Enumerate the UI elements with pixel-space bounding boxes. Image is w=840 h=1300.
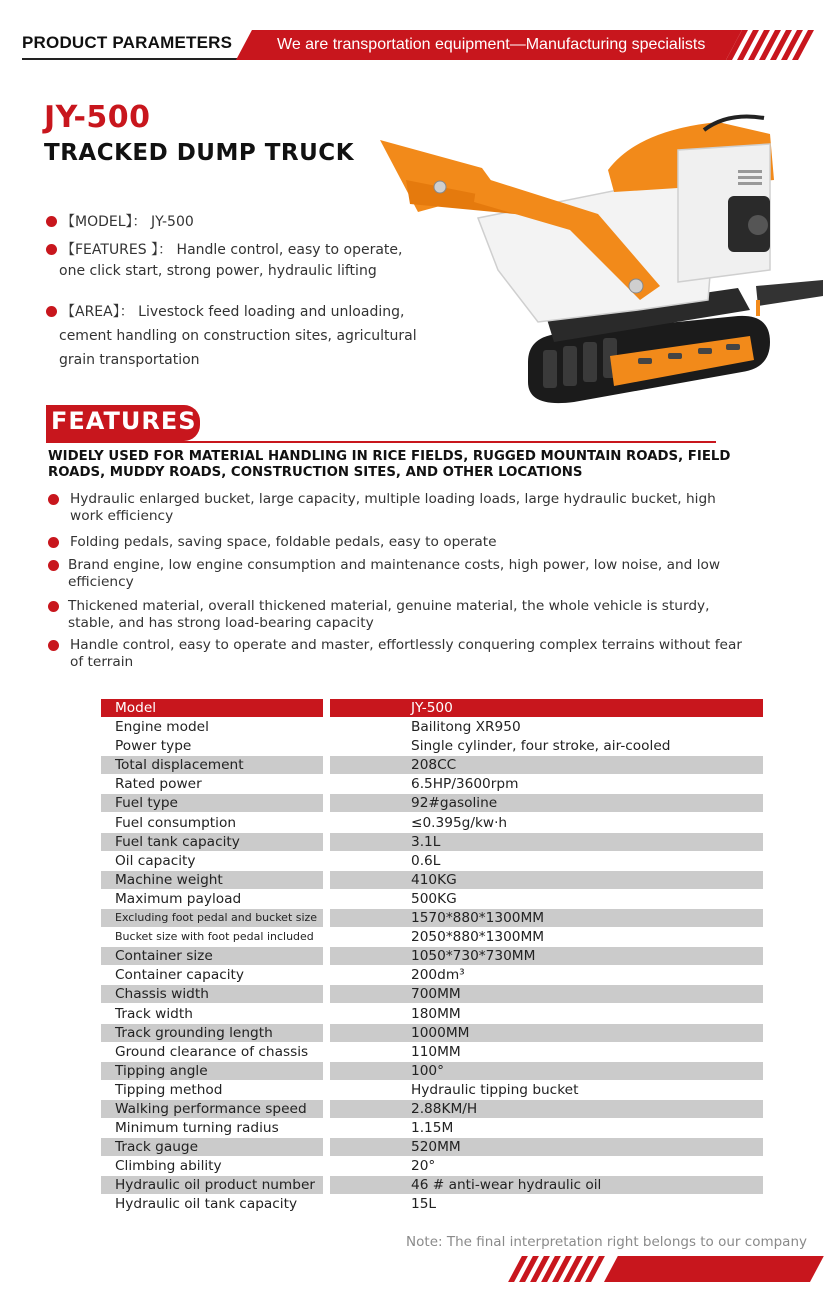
bullet-dot (48, 494, 59, 505)
table-row: Total displacement 208CC (101, 756, 763, 775)
table-row: Walking performance speed 2.88KM/H (101, 1100, 763, 1119)
decorative-stripes (515, 1256, 598, 1282)
table-row: Chassis width 700MM (101, 985, 763, 1004)
table-row: Machine weight 410KG (101, 871, 763, 890)
bullet-dot (46, 244, 57, 255)
feature-item: Brand engine, low engine consumption and maintenance costs, high power, low noise, and low efficiency (48, 557, 748, 591)
bullet-dot (46, 306, 57, 317)
features-badge: FEATURES (46, 405, 200, 441)
feature-item: Handle control, easy to operate and master, effortlessly conquering complex terrains without fear of terrain (48, 637, 748, 671)
bullet-dot (48, 601, 59, 612)
table-row: Bucket size with foot pedal included 2050*880*1300MM (115, 929, 545, 946)
area-line: 【AREA】： Livestock feed loading and unloading, (46, 300, 404, 324)
title-underline (22, 58, 244, 60)
model-line: 【MODEL】： JY-500 (46, 210, 194, 234)
bullet-dot (48, 537, 59, 548)
feature-item: Folding pedals, saving space, foldable pedals, easy to operate (48, 534, 748, 551)
table-row: Oil capacity 0.6L (115, 852, 441, 869)
table-row: Track width 180MM (115, 1005, 461, 1022)
section-title: PRODUCT PARAMETERS (22, 33, 233, 52)
table-row: Fuel consumption ≤0.395g/kw·h (115, 814, 508, 831)
bullet-dot (48, 560, 59, 571)
features-divider (46, 441, 716, 443)
table-row: Track gauge 520MM (101, 1138, 763, 1157)
features-intro: WIDELY USED FOR MATERIAL HANDLING IN RICE FIELDS, RUGGED MOUNTAIN ROADS, FIELD ROADS, MUDDY ROADS, CONSTRUCTION SITES, AND OTHER LOCATIONS (48, 449, 731, 480)
table-row: Climbing ability 20° (115, 1158, 436, 1175)
spec-table (101, 699, 763, 1215)
table-row: Container size 1050*730*730MM (101, 947, 763, 966)
table-row: Ground clearance of chassis 110MM (115, 1043, 461, 1060)
table-row: Tipping angle 100° (101, 1062, 763, 1081)
feature-item: Thickened material, overall thickened material, genuine material, the whole vehicle is sturdy, stable, and has strong load-bearing capacity (48, 598, 748, 632)
decorative-stripes (734, 30, 806, 60)
tagline-text: We are transportation equipment—Manufacturing specialists (277, 36, 706, 53)
features-line-continued: one click start, strong power, hydraulic lifting (59, 263, 377, 279)
product-name: TRACKED DUMP TRUCK (44, 140, 355, 166)
table-row: Fuel tank capacity 3.1L (101, 833, 763, 852)
table-row: Power type Single cylinder, four stroke, air-cooled (115, 738, 671, 755)
footer-note: Note: The final interpretation right belongs to our company (406, 1234, 807, 1250)
features-line: 【FEATURES 】： Handle control, easy to operate, (46, 238, 402, 262)
footer-banner (604, 1256, 824, 1282)
table-row: Excluding foot pedal and bucket size 1570*880*1300MM (101, 909, 763, 928)
feature-item: Hydraulic enlarged bucket, large capacity, multiple loading loads, large hydraulic bucket, high work efficiency (48, 491, 748, 525)
area-line-continued: cement handling on construction sites, agricultural (59, 328, 417, 344)
model-title: JY-500 (44, 100, 151, 135)
table-row: Hydraulic oil product number 46 # anti-wear hydraulic oil (101, 1176, 763, 1195)
table-row: Engine model Bailitong XR950 (115, 719, 521, 736)
table-row: Minimum turning radius 1.15M (115, 1120, 454, 1137)
table-row: Container capacity 200dm³ (115, 967, 465, 984)
table-header-row: Model JY-500 (101, 699, 763, 718)
table-row: Track grounding length 1000MM (101, 1024, 763, 1043)
table-row: Hydraulic oil tank capacity 15L (115, 1196, 437, 1213)
tracked-dump-truck-image (378, 110, 823, 415)
bullet-dot (48, 640, 59, 651)
area-line-continued: grain transportation (59, 352, 200, 368)
bullet-dot (46, 216, 57, 227)
table-row: Maximum payload 500KG (115, 890, 457, 907)
table-row: Tipping method Hydraulic tipping bucket (115, 1081, 579, 1098)
table-row: Fuel type 92#gasoline (101, 794, 763, 813)
table-row: Rated power 6.5HP/3600rpm (115, 776, 519, 793)
